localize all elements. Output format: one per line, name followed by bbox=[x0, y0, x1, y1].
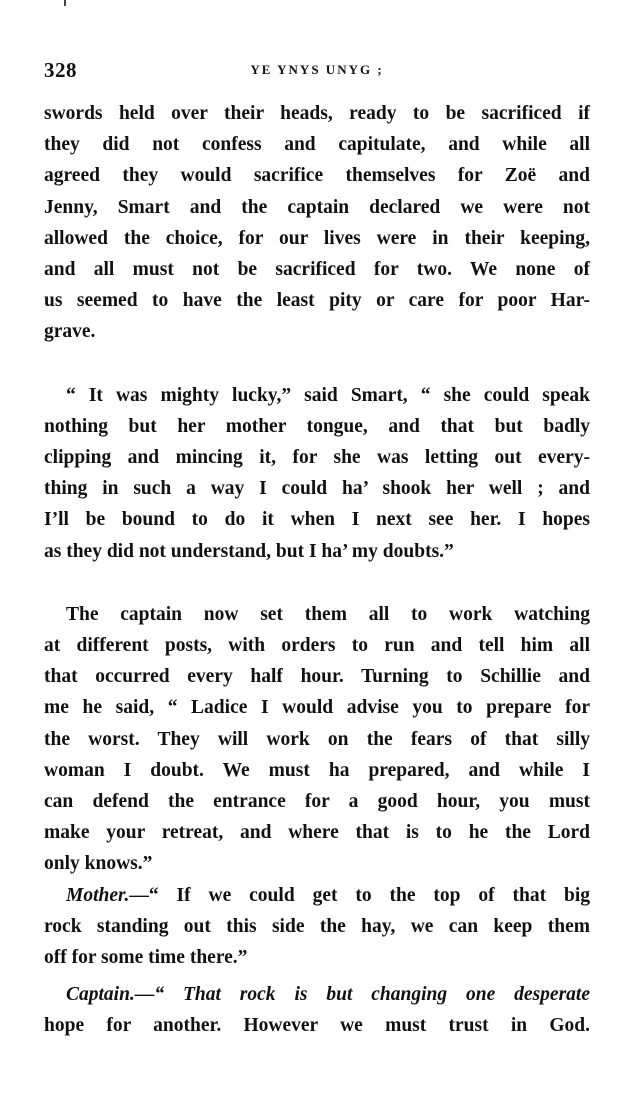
dialogue-paragraph bbox=[44, 880, 590, 974]
text-line: grave. bbox=[44, 321, 96, 343]
text-line: woman I doubt. We must ha prepared, and while I bbox=[44, 759, 590, 781]
page-header bbox=[44, 58, 590, 86]
text-line: agreed they would sacrifice themselves for Zoë and bbox=[44, 165, 590, 187]
text-line: us seemed to have the least pity or care for poor Har- bbox=[44, 290, 590, 312]
text-line: me he said, “ Ladice I would advise you to prepare for bbox=[44, 697, 590, 719]
text-line: can defend the entrance for a good hour, you must bbox=[44, 791, 590, 813]
text-line: Jenny, Smart and the captain declared we were not bbox=[44, 196, 590, 218]
text-line: as they did not understand, but I ha’ my doubts.” bbox=[44, 540, 454, 562]
text-line: and all must not be sacrificed for two. We none of bbox=[44, 259, 590, 281]
text-line: “ It was mighty lucky,” said Smart, “ she could speak bbox=[66, 384, 590, 406]
speaker-name: Mother. bbox=[66, 884, 130, 906]
text-line: I’ll be bound to do it when I next see her. I hopes bbox=[44, 509, 590, 531]
text-line: swords held over their heads, ready to be sacrificed if bbox=[44, 103, 590, 124]
text-line: thing in such a way I could ha’ shook her well ; and bbox=[44, 478, 590, 500]
text-line bbox=[44, 979, 590, 1010]
speaker-name: Captain. bbox=[66, 984, 135, 1006]
text-line: off for some time there.” bbox=[44, 947, 248, 969]
page-number: 328 bbox=[44, 58, 77, 82]
text-line: the worst. They will work on the fears of that silly bbox=[44, 728, 590, 750]
paragraph bbox=[44, 599, 590, 880]
text-line: nothing but her mother tongue, and that but badly bbox=[44, 415, 590, 437]
text-line: rock standing out this side the hay, we can keep them bbox=[44, 915, 590, 937]
speech-text: —“ That rock is but changing one desperate bbox=[134, 984, 590, 1006]
text-line: hope for another. However we must trust in God. bbox=[44, 1015, 590, 1037]
text-line: make your retreat, and where that is to he the Lord bbox=[44, 822, 590, 844]
text-line: The captain now set them all to work watching bbox=[66, 603, 590, 625]
text-line: at different posts, with orders to run and tell him all bbox=[44, 635, 590, 657]
running-title: YE YNYS UNYG ; bbox=[250, 62, 384, 77]
dialogue-paragraph bbox=[44, 979, 590, 1041]
text-line: allowed the choice, for our lives were in their keeping, bbox=[44, 227, 590, 249]
text-line: only knows.” bbox=[44, 853, 153, 875]
speech-text: —“ If we could get to the top of that big bbox=[129, 884, 590, 906]
text-line bbox=[44, 880, 590, 911]
print-mark bbox=[64, 0, 66, 6]
paragraph bbox=[44, 380, 590, 567]
paragraph bbox=[44, 98, 590, 348]
text-line: that occurred every half hour. Turning to Schillie and bbox=[44, 666, 590, 688]
text-line: clipping and mincing it, for she was letting out every- bbox=[44, 447, 590, 469]
text-line: they did not confess and capitulate, and while all bbox=[44, 134, 590, 156]
body-text bbox=[44, 98, 590, 1042]
